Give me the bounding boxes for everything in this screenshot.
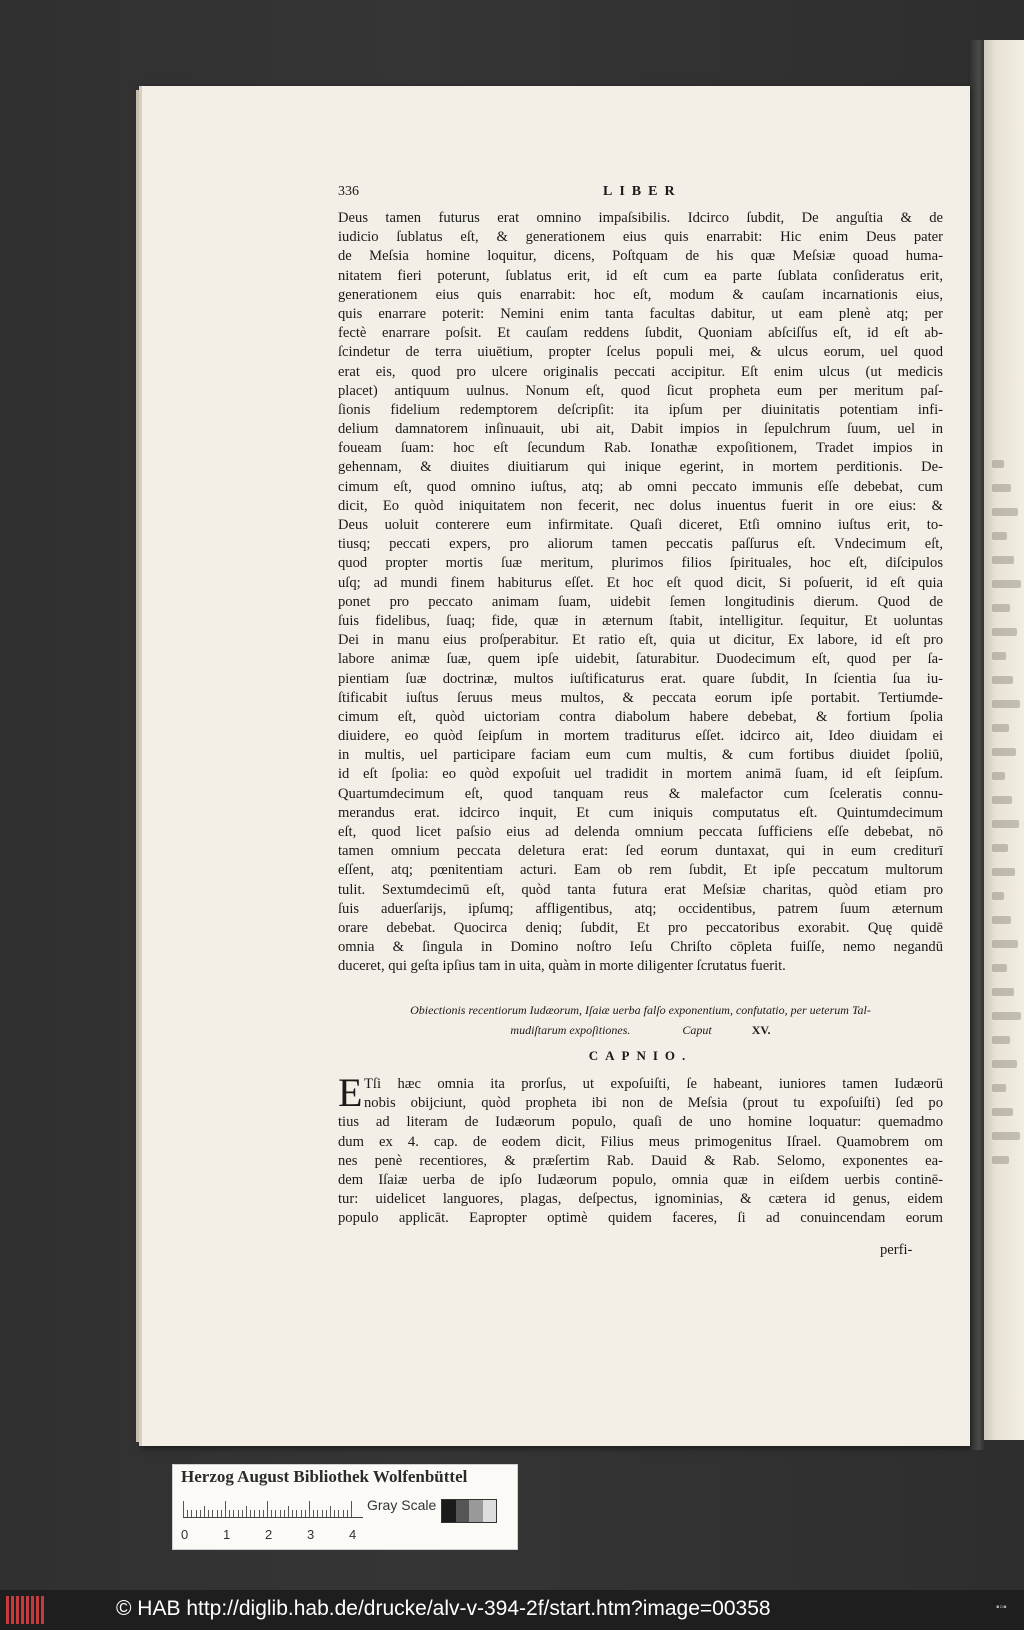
text-line: iudicio ſublatus eſt, & generationem eius quis enarrabit: Hic enim Deus pater (338, 229, 943, 246)
text-line: tius ad literam de Iudæorum populo, quaſi de uno homine loquatur: quemadmo (338, 1114, 943, 1131)
text-line: in multis, uel participare faciam eum cum multis, & cum fortibus diuidet ſpoliū, (338, 747, 943, 764)
ruler-number: 0 (181, 1527, 189, 1542)
facing-text-mark (992, 580, 1021, 588)
text-line: placet) antiquum uulnus. Nonum eſt, quod ſicut propheta eum per meritum paſ- (338, 382, 943, 399)
text-line: dicit, Eo quòd iniquitatem non fecerit, nec dolus inuentus fuerit in ore eius: & (338, 497, 943, 514)
ruler-tick (263, 1510, 264, 1517)
facing-text-mark (992, 1132, 1020, 1140)
footer-bar (0, 1590, 1024, 1630)
ruler-tick (309, 1501, 310, 1517)
facing-text-mark (992, 892, 1004, 900)
text-line: cimum eſt, quod omnino iuſtus, atq; ab omni peccato immunis eſſe debebat, cum (338, 478, 943, 495)
ruler-tick (246, 1506, 247, 1517)
ruler-tick (301, 1510, 302, 1517)
text-line: gehennam, & diuites diuitiarum qui inique egerint, in mortem perditionis. De- (338, 459, 943, 476)
ruler-tick (229, 1510, 230, 1517)
facing-text-mark (992, 604, 1010, 612)
ruler-tick (288, 1506, 289, 1517)
text-line: quod propter mortis ſuæ meritum, plurimos filios ſpirituales, hoc eſt, diſcipulos (338, 555, 943, 572)
text-line: tiusq; peccati expers, pro aliorum tamen peccatis paſſurus eſt. Vndecimum eſt, (338, 536, 943, 553)
footer-url-link[interactable]: © HAB http://diglib.hab.de/drucke/alv-v-394-2f/start.htm?image=00358 (116, 1597, 771, 1620)
text-line: Tſi hæc omnia ita prorſus, ut expoſuiſti, ſe habeant, iuniores tamen Iudæorū (364, 1076, 943, 1092)
text-line: quis enarrare poterit: Nemini enim tanta facultas dabitur, ut eam plenè atq; per (338, 305, 943, 322)
ruler-tick (204, 1506, 205, 1517)
ruler-tick (326, 1510, 327, 1517)
library-name: Herzog August Bibliothek Wolfenbüttel (181, 1467, 468, 1486)
ruler-tick (187, 1510, 188, 1517)
ruler-tick (343, 1510, 344, 1517)
running-head: LIBER (603, 184, 682, 199)
ruler-tick (330, 1506, 331, 1517)
text-line: tamen omnium peccata deletura erat: ſed eorum duntaxat, qui in eum crediturī (338, 843, 943, 860)
ruler-tick (225, 1501, 226, 1517)
ruler-tick (217, 1510, 218, 1517)
catchword: perfi- (880, 1242, 913, 1258)
text-line: ſtificabit iuſtus ſeruus meus multos, & peccata eorum ipſe portabit. Tertiumde- (338, 689, 943, 706)
ruler-tick (292, 1510, 293, 1517)
text-line: erat eis, quod pro ulcere originalis peccati accipitur. Eſt enim ulcus (ut medicis (338, 363, 943, 380)
facing-text-mark (992, 532, 1007, 540)
text-line: tur: uidelicet languores, plagas, deſpectus, ignominias, & cætera id genus, eidem (338, 1191, 943, 1208)
ruler-tick (267, 1501, 268, 1517)
facing-text-mark (992, 724, 1009, 732)
ruler-number: 2 (265, 1527, 273, 1542)
gray-scale-label: Gray Scale (367, 1497, 437, 1513)
ruler-tick (254, 1510, 255, 1517)
text-line: id eſt ſpolia: eo quòd expoſuit uel tradidit in mortem animā ſuam, id eſt ſeipſum. (338, 766, 943, 783)
ruler-tick (196, 1510, 197, 1517)
text-line: nobis obijciunt, quòd propheta ibi non de Meſsia (prout tu expoſuiſti) ſed po (364, 1095, 943, 1112)
facing-text-mark (992, 1036, 1010, 1044)
text-line: nes penè recentiores, & præſertim Rab. Dauid & Rab. Selomo, exponentes ea- (338, 1152, 943, 1169)
ruler-tick (183, 1501, 184, 1517)
text-line: fectè enarrare poſsit. Et cauſam reddens ſubdit, Quoniam abſciſſus eſt, id eſt ab- (338, 325, 943, 342)
text-line: eſſent, atq; pœnitentiam acturi. Eam ob rem ſubdit, Et ipſe peccatum multorum (338, 862, 943, 879)
text-line: de Meſsia homine loquitur, dicens, Poſtquam de his quæ Meſsiæ quoad huma- (338, 248, 943, 265)
text-line: uſq; ad mundi finem habiturus eſſet. Et hoc eſt quod dicit, Si poſuerit, id eſt quia (338, 574, 943, 591)
facing-text-mark (992, 652, 1006, 660)
chapter-number: XV. (751, 1023, 771, 1037)
facing-text-mark (992, 1156, 1009, 1164)
chapter-heading-line-1: Obiectionis recentiorum Iudæorum, Iſaiæ uerba falſo exponentium, confutatio, per ueterum Tal- (410, 1003, 871, 1017)
ruler-tick (242, 1510, 243, 1517)
ruler-tick (275, 1510, 276, 1517)
ruler-tick (271, 1510, 272, 1517)
facing-text-mark (992, 1084, 1006, 1092)
facing-text-mark (992, 868, 1015, 876)
ruler-tick (351, 1501, 352, 1517)
text-line: ponet pro peccato animam ſuam, uidebit ſemen longitudinis dierum. Quod de (338, 593, 943, 610)
library-scale-card (172, 1464, 518, 1550)
facing-text-mark (992, 508, 1018, 516)
gray-swatch (456, 1500, 470, 1522)
hab-logo-icon (6, 1596, 46, 1624)
text-line: cimum eſt, quòd uictoriam contra diabolum habere debebat, & fortium ſpolia (338, 708, 943, 725)
facing-text-mark (992, 796, 1012, 804)
ruler-tick (317, 1510, 318, 1517)
facing-text-mark (992, 700, 1020, 708)
ruler-tick (259, 1510, 260, 1517)
facing-text-mark (992, 844, 1008, 852)
facing-page-edge (984, 40, 1024, 1440)
chapter-heading (338, 1000, 943, 1040)
gray-scale-swatches (441, 1499, 497, 1523)
ruler-number: 4 (349, 1527, 357, 1542)
facing-text-mark (992, 940, 1018, 948)
chapter-word: Caput (682, 1023, 712, 1037)
ruler-tick (221, 1510, 222, 1517)
text-line: ſuis fidelibus, ſuaq; fide, quæ in æternum ſtabit, intelligitur. ſequitur, Et uoluntas (338, 612, 943, 629)
text-line: Deus tamen futurus erat omnino impaſsibilis. Idcirco ſubdit, De anguſtia & de (338, 210, 943, 226)
ruler-tick (280, 1510, 281, 1517)
text-line: pientiam ſuæ doctrinæ, multos iuſtificaturus erat. quare ſubdit, In ſcientia ſua iu- (338, 670, 943, 687)
facing-text-mark (992, 748, 1016, 756)
facing-text-mark (992, 484, 1011, 492)
ruler-number: 3 (307, 1527, 315, 1542)
ruler-tick (334, 1510, 335, 1517)
ruler-tick (347, 1510, 348, 1517)
facing-text-mark (992, 1012, 1021, 1020)
ruler-tick (305, 1510, 306, 1517)
ruler-tick (338, 1510, 339, 1517)
facing-text-mark (992, 820, 1019, 828)
facing-text-mark (992, 1060, 1017, 1068)
facing-text-mark (992, 988, 1014, 996)
text-line: eſt, quod licet paſsio eius ad delenda omnium peccata ſufficiens eſſe debebat, nō (338, 824, 943, 840)
text-line: nitatem fieri poterunt, ſublatus erit, id eſt cum ea parte ſublata conſideratus erit, (338, 267, 943, 284)
ruler-tick (313, 1510, 314, 1517)
chapter-heading-end: mudiſtarum expoſitiones. (510, 1023, 631, 1037)
facing-text-mark (992, 556, 1014, 564)
text-line: orare debebat. Quocirca deniq; ſubdit, Et pro peccatoribus exorabit. Quę quidē (338, 919, 943, 936)
second-paragraph (338, 1070, 943, 1229)
text-line: ſuis aduerſarijs, ipſumq; affligentibus, atq; occidentibus, patrem ſuum æternum (338, 900, 943, 917)
facing-text-mark (992, 1108, 1013, 1116)
ruler-tick (212, 1510, 213, 1517)
text-line: omnia & ſingula in Domino noſtro Ieſu Chriſto cōpleta fuiſſe, nemo negandū (338, 939, 943, 956)
facing-text-mark (992, 772, 1005, 780)
ruler-tick (238, 1510, 239, 1517)
speaker-name: CAPNIO. (588, 1048, 693, 1063)
text-line: tulit. Sextumdecimū eſt, quòd tanta futura erat Meſsiæ charitas, quòd etiam pro (338, 881, 943, 898)
ruler-tick (200, 1510, 201, 1517)
text-line: Deus uoluit conterere eum infirmitate. Quaſi diceret, Etſi omnino iuſtus erit, to- (338, 517, 943, 533)
ruler-tick (233, 1510, 234, 1517)
text-line: delium damnatorem inſinuauit, ubi ait, Dabit impios in ſepulchrum ſuum, uel in (338, 421, 943, 438)
gray-swatch (483, 1500, 497, 1522)
main-text-block (338, 209, 943, 977)
ruler-tick (250, 1510, 251, 1517)
ruler-tick (284, 1510, 285, 1517)
text-line: diuidere, eo quòd ſeipſum in mortem traditurus eſſet. idcirco ait, Ideo diuidam ei (338, 728, 943, 745)
text-line: Dei in manu eius proſperabitur. Et ratio eſt, quia ut dicitur, Ex labore, id eſt pro (338, 632, 943, 649)
facing-text-mark (992, 460, 1004, 468)
gray-swatch (469, 1500, 483, 1522)
facing-text-mark (992, 676, 1013, 684)
gray-swatch (442, 1500, 456, 1522)
ruler-tick (191, 1510, 192, 1517)
text-line: generationem eius quis enarrabit: hoc eſt, modum & cauſam incarnationis eius, (338, 286, 943, 303)
chapter-heading-line-2 (338, 1020, 943, 1040)
folio-number: 336 (338, 184, 359, 199)
text-line: populo applicāt. Eapropter optimè quidem faceres, ſi ad conuincendam eorum (338, 1210, 943, 1227)
scale-ruler (183, 1499, 363, 1518)
ruler-number: 1 (223, 1527, 231, 1542)
text-line: dem Iſaiæ uerba de ipſo Iudæorum populo, omnia quæ in eiſdem uerbis continē- (338, 1171, 943, 1188)
facing-text-mark (992, 628, 1017, 636)
text-line: Quartumdecimum eſt, quod tanquam reus & malefactor cum ſceleratis connu- (338, 785, 943, 802)
ruler-tick (296, 1510, 297, 1517)
facing-text-mark (992, 916, 1011, 924)
text-line: labore animæ ſuæ, quem ipſe uidebit, ſaturabitur. Duodecimum eſt, quod per ſa- (338, 651, 943, 668)
text-line: dum ex 4. cap. de eodem dicit, Filius meus primogenitus Iſrael. Quamobrem om (338, 1133, 943, 1150)
text-line: merandus erat. idcirco inquit, Et cum iniquis computatus eſt. Quintumdecimum (338, 804, 943, 821)
text-line: duceret, qui geſta ipſius tam in uita, quàm in morte diligenter ſcrutatus fuerit. (338, 958, 786, 975)
text-line: foueam ſuam: hoc eſt ſecundum Rab. Ionathæ expoſitionem, Tradet impios in (338, 440, 943, 457)
page-header (338, 184, 943, 202)
drop-capital: E (338, 1070, 363, 1115)
text-line: ſcindetur de terra uiuētium, propter ſcelus populi mei, & ulcus eorum, uel quod (338, 344, 943, 361)
ruler-tick (322, 1510, 323, 1517)
text-line: ſionis fidelium redemptorem deſcripſit: ita ipſum per diuinitatis potentiam infi- (338, 401, 943, 418)
ruler-tick (208, 1510, 209, 1517)
footer-marks: ▪▫▪ (996, 1602, 1007, 1613)
facing-text-mark (992, 964, 1007, 972)
